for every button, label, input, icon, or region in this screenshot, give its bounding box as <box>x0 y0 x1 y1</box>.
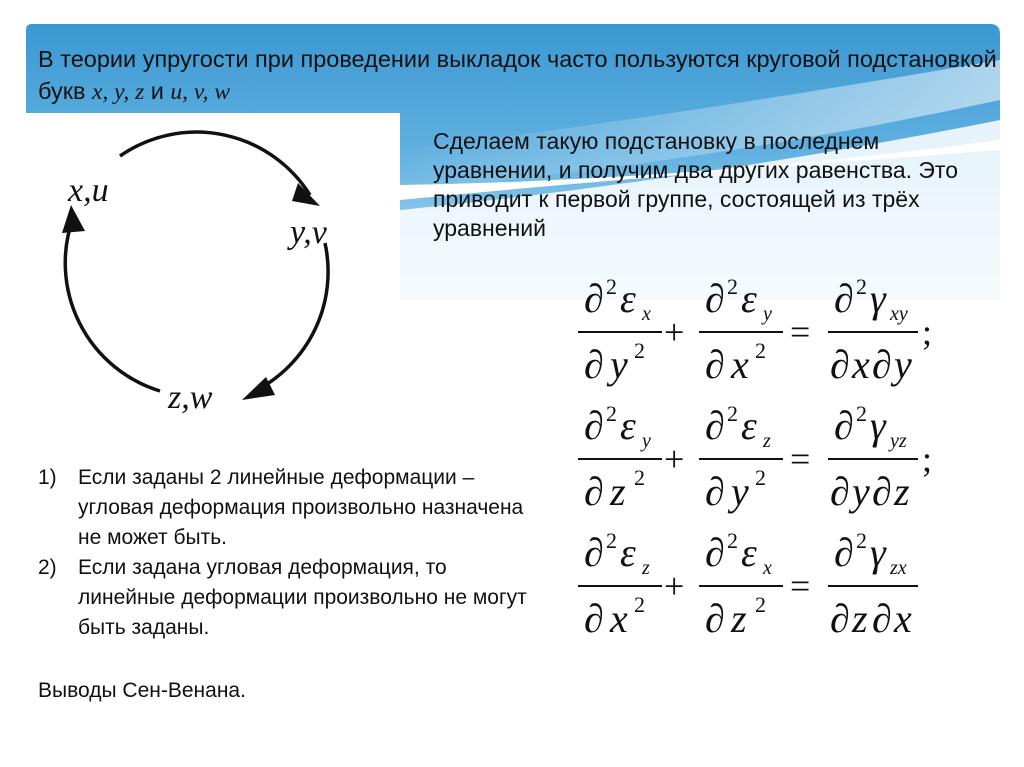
equals-sign: = <box>790 312 811 352</box>
condition-text: Если задана угловая деформация, то линейные деформации произвольно не могут быть заданы. <box>78 556 527 639</box>
exponent: 2 <box>856 401 867 426</box>
partial-symbol: ∂ <box>830 469 850 514</box>
subscript: y <box>763 303 772 325</box>
equation-row <box>578 401 932 514</box>
exponent: 2 <box>727 528 738 553</box>
circular-substitution-diagram <box>20 113 400 443</box>
equals-sign: = <box>790 566 811 606</box>
epsilon-symbol: ε <box>620 403 636 448</box>
partial-symbol: ∂ <box>705 596 725 641</box>
partial-symbol: ∂ <box>705 530 725 575</box>
exponent: 2 <box>755 338 766 363</box>
semicolon: ; <box>922 439 933 479</box>
denominator-var: z <box>852 596 868 641</box>
conditions-list <box>38 463 538 643</box>
subscript: xy <box>890 303 908 325</box>
denominator-var: x <box>852 342 870 387</box>
title-vars-xyz: x, y, z <box>92 79 145 105</box>
epsilon-symbol: ε <box>741 276 757 321</box>
diagram-panel <box>20 113 400 443</box>
denominator-var: x <box>610 596 628 641</box>
exponent: 2 <box>856 528 867 553</box>
denominator-var: x <box>894 596 912 641</box>
exponent: 2 <box>755 465 766 490</box>
epsilon-symbol: ε <box>620 530 636 575</box>
condition-text: Если заданы 2 линейные деформации – угловая деформация произвольно назначена не может быть. <box>78 466 524 549</box>
exponent: 2 <box>606 401 617 426</box>
exponent: 2 <box>606 528 617 553</box>
partial-symbol: ∂ <box>830 596 850 641</box>
partial-symbol: ∂ <box>834 530 854 575</box>
arc-yv-to-zw <box>255 243 328 391</box>
denominator-var: x <box>731 342 749 387</box>
semicolon: ; <box>922 312 933 352</box>
node-yv: y,v <box>290 214 327 251</box>
denominator-var: z <box>731 596 747 641</box>
equation-row <box>578 274 932 387</box>
node-xu: x,u <box>68 172 109 209</box>
subscript: x <box>642 303 651 325</box>
exponent: 2 <box>856 274 867 299</box>
partial-symbol: ∂ <box>705 342 725 387</box>
arrowhead-3 <box>62 205 85 233</box>
exponent: 2 <box>755 592 766 617</box>
partial-symbol: ∂ <box>872 596 892 641</box>
partial-symbol: ∂ <box>584 596 604 641</box>
subscript: z <box>642 557 650 579</box>
condition-item <box>38 463 538 553</box>
denominator-var: y <box>610 342 628 387</box>
equals-sign: = <box>790 439 811 479</box>
gamma-symbol: γ <box>870 530 886 575</box>
plus-sign: + <box>664 312 685 352</box>
title-and: и <box>150 78 164 104</box>
condition-number: 1) <box>38 466 57 489</box>
title-text: В теории упругости при проведении выкладок часто пользуются круговой подстановкой букв <box>38 46 997 104</box>
partial-symbol: ∂ <box>872 469 892 514</box>
epsilon-symbol: ε <box>741 530 757 575</box>
exponent: 2 <box>606 274 617 299</box>
arc-xu-to-yv <box>120 132 310 195</box>
partial-symbol: ∂ <box>584 403 604 448</box>
saint-venant-equations <box>572 272 942 652</box>
partial-symbol: ∂ <box>705 469 725 514</box>
slide-title <box>38 43 998 108</box>
subscript: yz <box>890 430 907 452</box>
exponent: 2 <box>727 274 738 299</box>
plus-sign: + <box>664 566 685 606</box>
partial-symbol: ∂ <box>584 530 604 575</box>
denominator-var: z <box>610 469 626 514</box>
partial-symbol: ∂ <box>584 276 604 321</box>
partial-symbol: ∂ <box>584 342 604 387</box>
subscript: zx <box>890 557 907 579</box>
denominator-var: y <box>894 342 912 387</box>
partial-symbol: ∂ <box>834 276 854 321</box>
exponent: 2 <box>634 592 645 617</box>
exponent: 2 <box>634 338 645 363</box>
partial-symbol: ∂ <box>834 403 854 448</box>
exponent: 2 <box>727 401 738 426</box>
epsilon-symbol: ε <box>620 276 636 321</box>
arc-zw-to-xu <box>65 218 160 391</box>
partial-symbol: ∂ <box>705 403 725 448</box>
plus-sign: + <box>664 439 685 479</box>
subscript: x <box>763 557 772 579</box>
gamma-symbol: γ <box>870 276 886 321</box>
partial-symbol: ∂ <box>872 342 892 387</box>
epsilon-symbol: ε <box>741 403 757 448</box>
condition-item <box>38 553 538 643</box>
conclusion: Выводы Сен-Венана. <box>38 679 246 702</box>
node-zw: z,w <box>168 379 213 416</box>
equation-row <box>578 528 918 641</box>
denominator-var: z <box>894 469 910 514</box>
partial-symbol: ∂ <box>705 276 725 321</box>
subtitle: Сделаем такую подстановку в последнем уравнении, и получим два других равенства. Это приводит к первой группе, состоящей из трёх уравнений <box>433 128 958 241</box>
condition-number: 2) <box>38 556 57 579</box>
exponent: 2 <box>634 465 645 490</box>
title-vars-uvw: u, v, w <box>170 79 231 105</box>
gamma-symbol: γ <box>870 403 886 448</box>
denominator-var: y <box>731 469 749 514</box>
denominator-var: y <box>852 469 870 514</box>
partial-symbol: ∂ <box>584 469 604 514</box>
subscript: z <box>763 430 771 452</box>
partial-symbol: ∂ <box>830 342 850 387</box>
subscript: y <box>642 430 651 452</box>
